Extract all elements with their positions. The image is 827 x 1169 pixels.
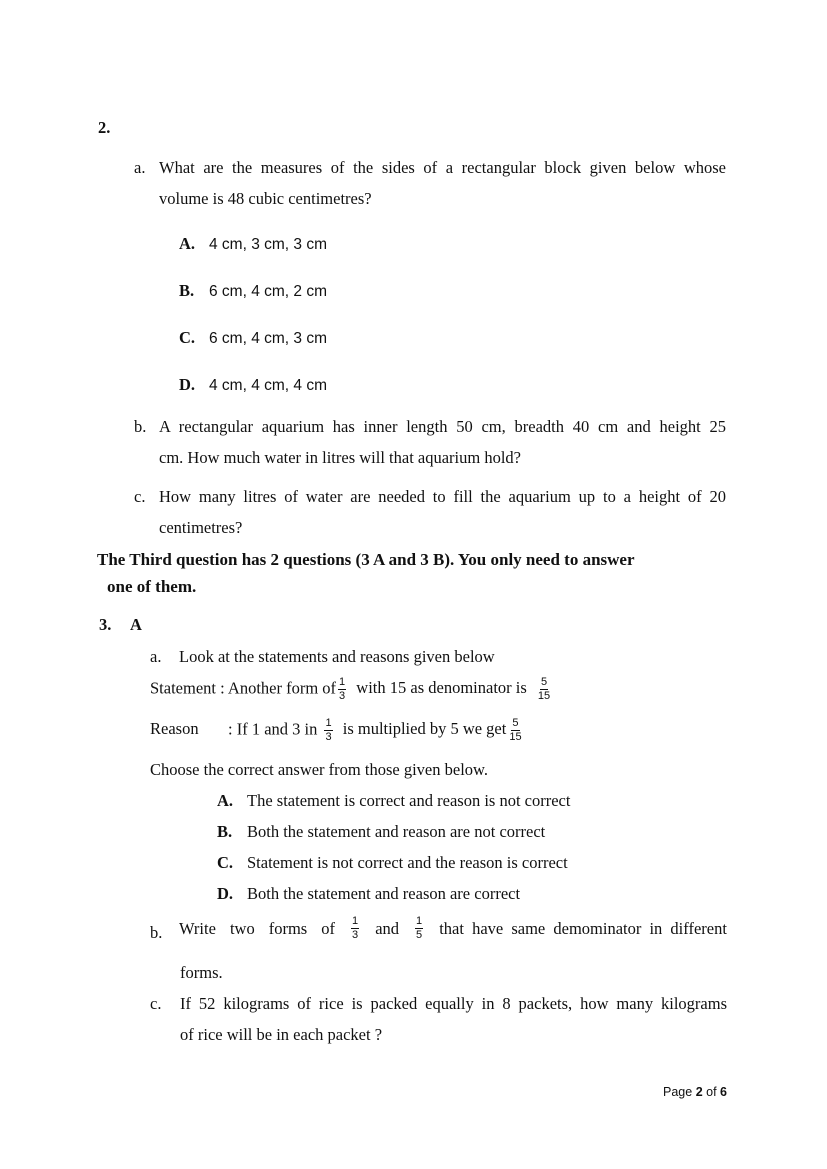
option-key: C.: [217, 853, 234, 872]
q2c-marker: c.: [134, 487, 146, 506]
option-key: D.: [179, 375, 196, 394]
option-text: 4 cm, 4 cm, 4 cm: [209, 377, 327, 394]
q3c-line2: of rice will be in each packet ?: [180, 1025, 383, 1044]
option-key: B.: [179, 281, 195, 300]
footer-of-word: of: [706, 1085, 717, 1099]
q3a-option-d: [217, 884, 520, 904]
fraction-numerator: 1: [325, 717, 332, 729]
q2c-line2: centimetres?: [159, 518, 243, 537]
q2a-option-c: [179, 328, 327, 348]
q3b-line1: [179, 916, 727, 941]
option-key: D.: [217, 884, 234, 903]
q3a-option-b: [217, 822, 545, 842]
fraction-numerator: 1: [339, 676, 346, 688]
q3a-choose: Choose the correct answer from those given below.: [150, 760, 488, 779]
fraction-numerator: 1: [416, 915, 423, 927]
q2b-marker: b.: [134, 417, 147, 436]
fraction-denominator: 15: [509, 731, 522, 743]
q3a-intro: Look at the statements and reasons given below: [179, 647, 495, 666]
q2a-marker: a.: [134, 158, 146, 177]
word: Write: [179, 918, 216, 938]
option-key: B.: [217, 822, 233, 841]
fraction-denominator: 3: [339, 690, 346, 702]
footer-total-pages: 6: [720, 1085, 727, 1099]
question-2-number: 2.: [98, 118, 111, 137]
fraction-denominator: 3: [325, 731, 332, 743]
reason-prefix: : If 1 and 3 in: [228, 719, 318, 739]
option-text: 6 cm, 4 cm, 3 cm: [209, 330, 327, 347]
instruction-line2: one of them.: [107, 577, 197, 596]
fraction-one-third: [351, 916, 359, 941]
q3c-line1: If 52 kilograms of rice is packed equally in 8 packets, how many kilograms: [180, 994, 727, 1013]
q3b-rest: that have same demominator in different: [439, 918, 727, 938]
word: forms: [268, 918, 308, 938]
fraction-denominator: 3: [352, 929, 359, 941]
q3a-option-c: [217, 853, 568, 873]
q3b-line2: forms.: [180, 963, 223, 982]
q2a-option-d: [179, 375, 327, 395]
fraction-numerator: 5: [512, 717, 519, 729]
statement-fraction: [338, 677, 346, 702]
q2a-line2: volume is 48 cubic centimetres?: [159, 189, 372, 208]
reason-result-fraction: [508, 718, 522, 743]
q2b-line2: cm. How much water in litres will that aquarium hold?: [159, 448, 521, 467]
question-3-number: 3.: [99, 615, 112, 634]
q3a-option-a: [217, 791, 570, 811]
q2a-option-b: [179, 281, 327, 301]
q3a-marker: a.: [150, 647, 162, 666]
option-text: Both the statement and reason are not correct: [247, 822, 546, 841]
q2b-line1: A rectangular aquarium has inner length 50 cm, breadth 40 cm and height 25: [159, 417, 726, 436]
option-key: A.: [179, 234, 196, 253]
fraction-denominator: 5: [416, 929, 423, 941]
q2a-line1: What are the measures of the sides of a rectangular block given below whose: [159, 158, 726, 177]
statement-result-fraction: [537, 677, 551, 702]
word: of: [321, 918, 335, 938]
q2a-option-a: [179, 234, 327, 254]
fraction-denominator: 15: [537, 690, 551, 702]
q3a-reason: [150, 718, 525, 743]
footer-page-word: Page: [663, 1085, 693, 1099]
word: and: [375, 918, 400, 938]
option-text: Both the statement and reason are correct: [247, 884, 521, 903]
reason-mid: is multiplied by 5 we get: [342, 719, 507, 739]
word: two: [229, 918, 255, 938]
instruction-line1: The Third question has 2 questions (3 A and 3 B). You only need to answer: [97, 550, 635, 569]
statement-prefix: Statement : Another form of: [150, 678, 337, 698]
q3b-marker: b.: [150, 923, 163, 942]
reason-fraction: [324, 718, 332, 743]
option-text: 6 cm, 4 cm, 2 cm: [209, 283, 327, 300]
q3c-marker: c.: [150, 994, 162, 1013]
q2c-line1: How many litres of water are needed to fill the aquarium up to a height of 20: [159, 487, 726, 506]
fraction-numerator: 5: [540, 676, 548, 688]
option-key: A.: [217, 791, 234, 810]
option-text: Statement is not correct and the reason is correct: [247, 853, 568, 872]
option-text: 4 cm, 3 cm, 3 cm: [209, 236, 327, 253]
option-key: C.: [179, 328, 196, 347]
page-footer: [663, 1085, 727, 1099]
q3a-statement: [150, 677, 553, 702]
fraction-one-fifth: [415, 916, 423, 941]
fraction-numerator: 1: [352, 915, 359, 927]
statement-mid: with 15 as denominator is: [356, 678, 527, 698]
question-3-label: A: [130, 615, 142, 634]
option-text: The statement is correct and reason is not correct: [247, 791, 571, 810]
reason-label: Reason: [150, 719, 199, 739]
footer-current-page: 2: [695, 1085, 703, 1099]
